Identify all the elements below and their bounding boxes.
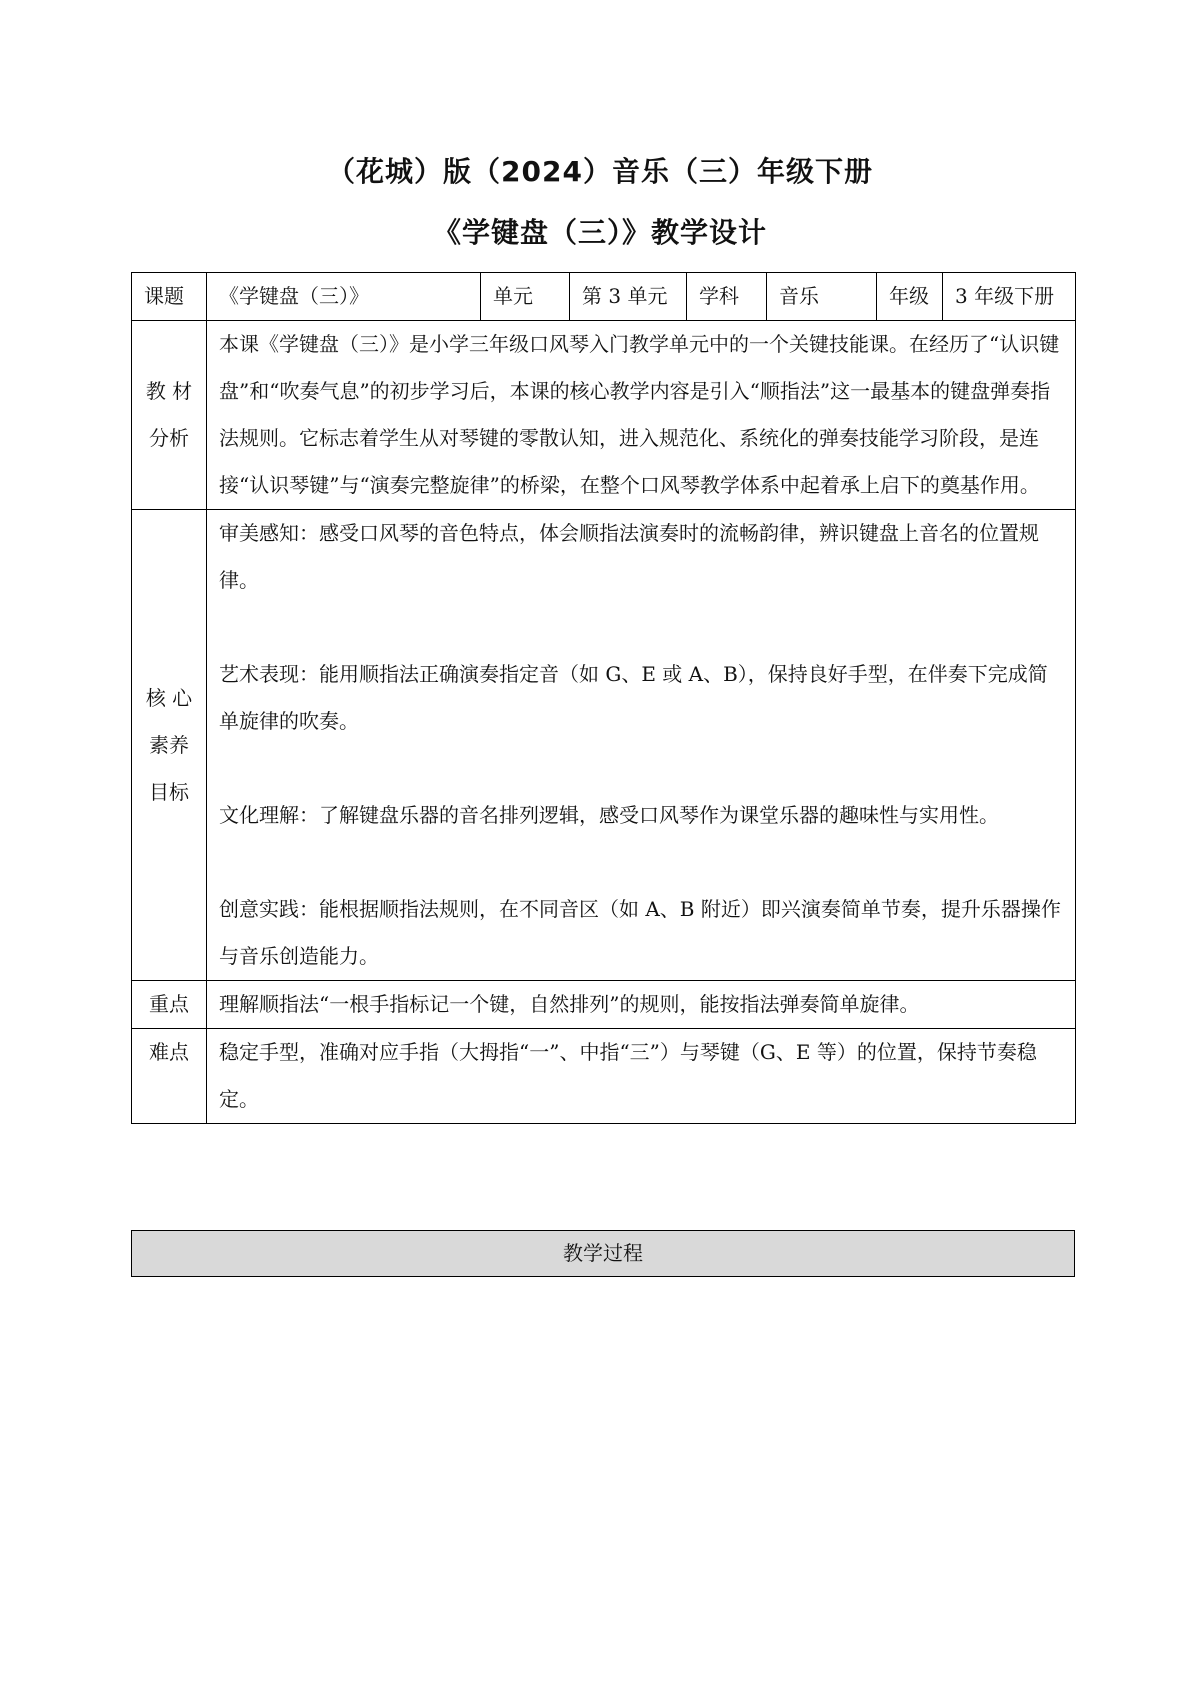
difficulty-row [132,1029,1076,1124]
unit-value: 第 3 单元 [570,273,687,321]
unit-label: 单元 [481,273,570,321]
difficulty-text: 稳定手型，准确对应手指（大拇指“一”、中指“三”）与琴键（G、E 等）的位置，保持节奏稳定。 [207,1029,1076,1124]
goal-artistic-expression: 艺术表现：能用顺指法正确演奏指定音（如 G、E 或 A、B），保持良好手型，在伴奏下完成简单旋律的吹奏。 [219,662,1048,733]
topic-value: 《学键盘（三）》 [207,273,481,321]
document-title: （花城）版（2024）音乐（三）年级下册 [327,155,873,188]
analysis-label-line1: 教 材 [145,379,193,403]
goals-text-cell [207,510,1076,981]
key-point-row [132,981,1076,1029]
topic-label: 课题 [132,273,207,321]
goals-row [132,510,1076,981]
lesson-title: 《学键盘（三）》教学设计 [432,216,767,249]
goals-label-line1: 核 心 [145,685,193,710]
goal-aesthetic: 审美感知：感受口风琴的音色特点，体会顺指法演奏时的流畅韵律，辨识键盘上音名的位置规律。 [219,521,1039,592]
key-point-label: 重点 [132,981,207,1029]
teaching-process-header: 教学过程 [131,1230,1075,1277]
goals-label-line2: 素养 [149,732,189,757]
analysis-label [132,321,207,510]
difficulty-label: 难点 [132,1029,207,1124]
analysis-text-cell [207,321,1076,510]
subject-label: 学科 [687,273,767,321]
info-row [132,273,1076,321]
analysis-label-line2: 分析 [149,426,189,450]
analysis-text: 本课《学键盘（三）》是小学三年级口风琴入门教学单元中的一个关键技能课。在经历了“认识键盘”和“吹奏气息”的初步学习后，本课的核心教学内容是引入“顺指法”这一最基本的键盘弹奏指法规则。它标志着学生从对琴键的零散认知，进入规范化、系统化的弹奏技能学习阶段，是连接“认识琴键”与“演奏完整旋律”的桥梁，在整个口风琴教学体系中起着承上启下的奠基作用。 [219,332,1060,497]
goals-label [132,510,207,981]
lesson-info-table [131,272,1076,1124]
analysis-row [132,321,1076,510]
subject-value: 音乐 [767,273,877,321]
goal-cultural-understanding: 文化理解：了解键盘乐器的音名排列逻辑，感受口风琴作为课堂乐器的趣味性与实用性。 [219,803,999,827]
grade-label: 年级 [877,273,943,321]
goals-label-line3: 目标 [149,779,189,804]
key-point-text: 理解顺指法“一根手指标记一个键，自然排列”的规则，能按指法弹奏简单旋律。 [207,981,1076,1029]
grade-value: 3 年级下册 [943,273,1076,321]
goal-creative-practice: 创意实践：能根据顺指法规则，在不同音区（如 A、B 附近）即兴演奏简单节奏，提升乐器操作与音乐创造能力。 [219,897,1061,968]
